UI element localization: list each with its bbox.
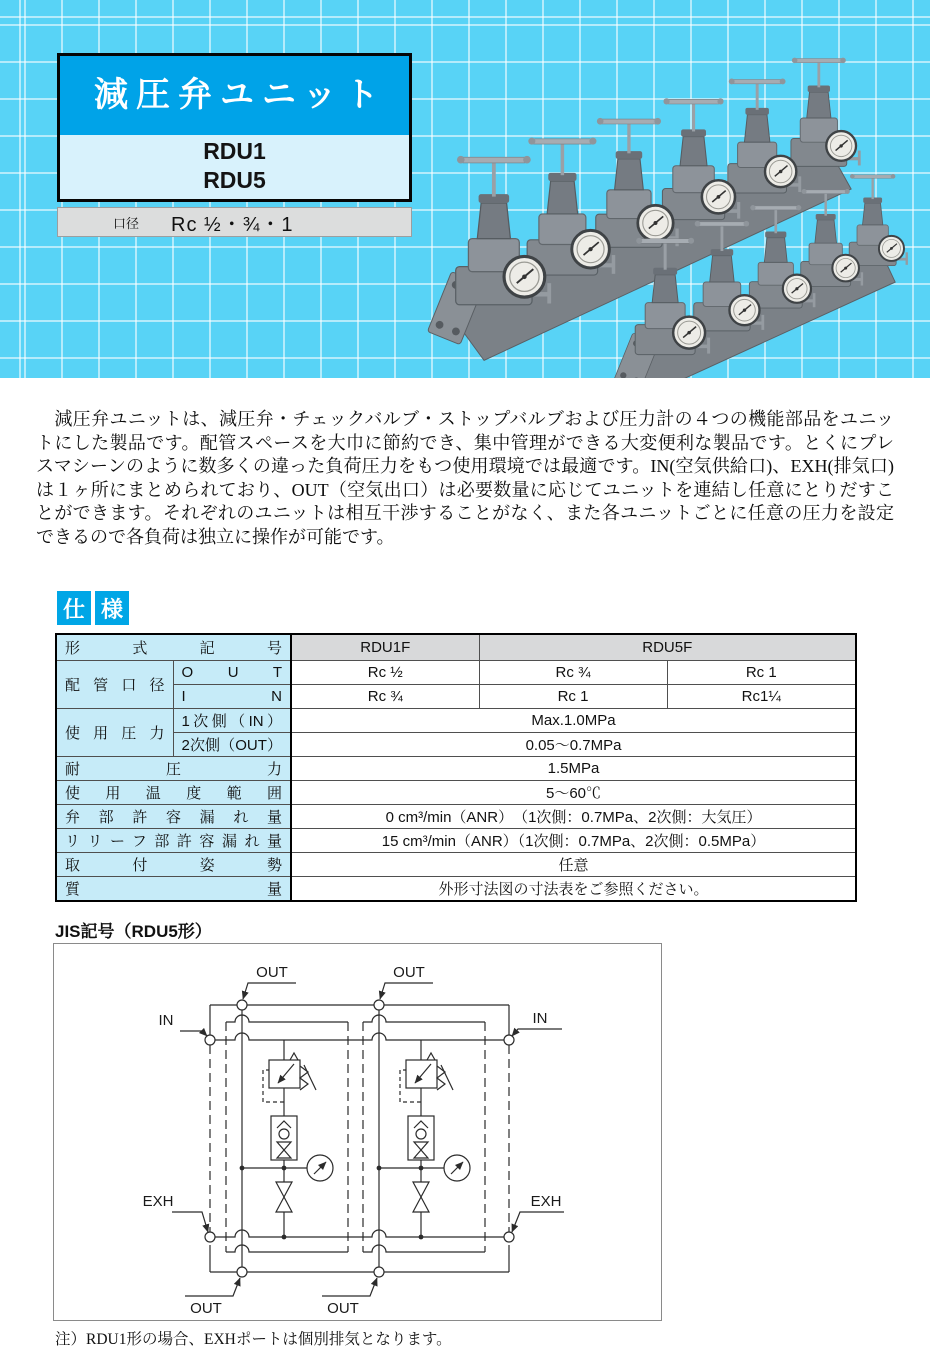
table-row: [56, 781, 856, 805]
port-size-bar: [57, 207, 412, 237]
table-row: [56, 853, 856, 877]
spec-section-heading: [57, 591, 129, 625]
cell-value: 任意: [291, 853, 856, 877]
cell-value: 0 cm³/min（ANR） （1次側：0.7MPa、2次側：大気圧）: [291, 805, 856, 829]
sub-label-primary: 1次側（IN）: [173, 709, 291, 733]
table-row: [56, 661, 856, 685]
exh-port-label: EXH: [142, 1193, 174, 1210]
table-row: [56, 634, 856, 661]
cell-value: 15 cm³/min（ANR）（1次側：0.7MPa、2次側：0.5MPa）: [291, 829, 856, 853]
sub-label-in: I N: [173, 685, 291, 709]
model-names: [60, 135, 409, 199]
row-label: リリーフ部許容漏れ量: [56, 829, 291, 853]
cell-value: 1.5MPa: [291, 757, 856, 781]
table-row: [56, 805, 856, 829]
cell-value: Rc ¾: [479, 661, 667, 685]
cell-value: Rc ¾: [291, 685, 479, 709]
port-size-label: 口径: [113, 215, 140, 231]
page-title: 減圧弁ユニット: [60, 56, 409, 135]
spec-heading-char-2: 様: [95, 591, 129, 625]
row-label: 配管口径: [56, 661, 173, 709]
port-size-value: Rc ½・¾・1: [171, 213, 294, 236]
row-label: 使用温度範囲: [56, 781, 291, 805]
cell-value: 外形寸法図の寸法表をご参照ください。: [291, 877, 856, 902]
out-port-label: OUT: [190, 1300, 222, 1317]
model-rdu5: RDU5: [203, 167, 266, 193]
table-row: [56, 685, 856, 709]
exh-port-label: EXH: [530, 1193, 562, 1210]
table-row: [56, 877, 856, 902]
spec-heading-char-1: 仕: [57, 591, 91, 625]
in-port-label: IN: [158, 1012, 174, 1029]
jis-circuit-diagram: [54, 944, 661, 1320]
product-title-box: [57, 53, 412, 202]
hero-banner: [0, 0, 930, 378]
row-label: 耐圧力: [56, 757, 291, 781]
cell-value: Rc1¼: [667, 685, 856, 709]
row-label: 形式記号: [56, 634, 291, 661]
cell-value: Rc 1: [479, 685, 667, 709]
cell-value: Max.1.0MPa: [291, 709, 856, 733]
product-photo: [415, 8, 930, 378]
table-row: [56, 757, 856, 781]
jis-section-title: JIS記号（RDU5形）: [55, 922, 212, 941]
jis-diagram-box: [53, 943, 662, 1321]
cell-value: 0.05～0.7MPa: [291, 733, 856, 757]
cell-value: Rc 1: [667, 661, 856, 685]
sub-label-out: O U T: [173, 661, 291, 685]
row-label: 取付姿勢: [56, 853, 291, 877]
cell-value: Rc ½: [291, 661, 479, 685]
sub-label-secondary: 2次側（OUT）: [173, 733, 291, 757]
table-row: [56, 829, 856, 853]
column-header-rdu5f: RDU5F: [479, 634, 856, 661]
footnote: 注）RDU1形の場合、EXHポートは個別排気となります。: [55, 1331, 452, 1348]
column-header-rdu1f: RDU1F: [291, 634, 479, 661]
out-port-label: OUT: [256, 964, 288, 981]
row-label: 使用圧力: [56, 709, 173, 757]
row-label: 質量: [56, 877, 291, 902]
table-row: [56, 733, 856, 757]
spec-table: [55, 633, 857, 902]
product-description: 減圧弁ユニットは、減圧弁・チェックバルブ・ストップバルブおよび圧力計の４つの機能部品をユニットにした製品です。配管スペースを大巾に節約でき、集中管理ができる大変便利な製品です。とくにプレスマシーンのように数多くの違った負荷圧力をもつ使用環境では最適です。IN(空気供給口)、EXH(排気口)は１ヶ所にまとめられており、OUT（空気出口）は必要数量に応じてユニットを連結し任意にとりだすことができます。それぞれのユニットは相互干渉することがなく、また各ユニットごとに任意の圧力を設定できるので各負荷は独立に操作が可能です。: [36, 409, 894, 547]
out-port-label: OUT: [393, 964, 425, 981]
row-label: 弁部許容漏れ量: [56, 805, 291, 829]
in-port-label: IN: [532, 1010, 548, 1027]
model-rdu1: RDU1: [203, 138, 266, 164]
cell-value: 5～60℃: [291, 781, 856, 805]
table-row: [56, 709, 856, 733]
out-port-label: OUT: [327, 1300, 359, 1317]
